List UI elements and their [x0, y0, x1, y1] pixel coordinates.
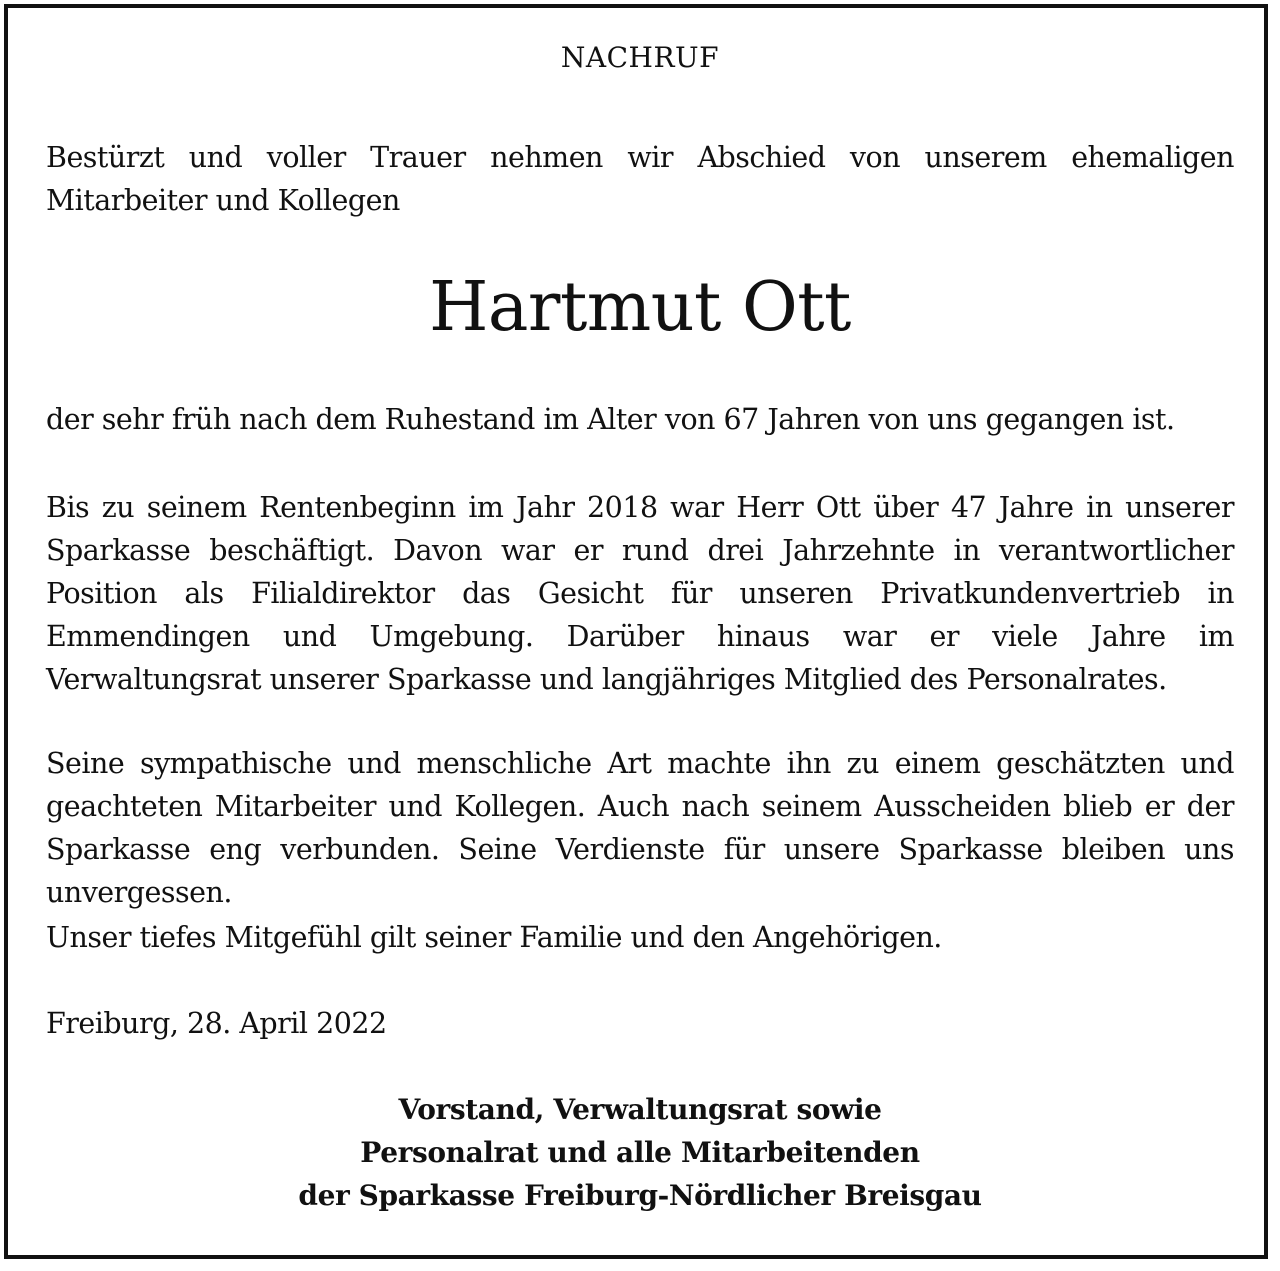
obituary-heading: NACHRUF	[560, 41, 720, 74]
career-paragraph: Bis zu seinem Rentenbeginn im Jahr 2018 war Herr Ott über 47 Jahre in unserer Sparkasse beschäftigt. Davon war er rund drei Jahrzehnte in verantwortlicher Position als Filialdirektor das Gesicht für unseren Privatkundenvertrieb in Emmendingen und Umgebung. Darüber hinaus war er viele Jahre im Verwaltungsrat unserer Sparkasse und langjähriges Mitglied des Personalrates.	[46, 491, 1234, 696]
subline-text: der sehr früh nach dem Ruhestand im Alter von 67 Jahren von uns gegangen ist.	[46, 403, 1175, 436]
deceased-name: Hartmut Ott	[429, 268, 851, 347]
place-date: Freiburg, 28. April 2022	[46, 1007, 387, 1040]
condolence-text: Unser tiefes Mitgefühl gilt seiner Familie und den Angehörigen.	[46, 921, 942, 954]
signature-line: Vorstand, Verwaltungsrat sowie	[398, 1093, 882, 1126]
signature-block	[0, 1088, 1280, 1217]
signature-line: der Sparkasse Freiburg-Nördlicher Breisgau	[298, 1179, 982, 1212]
signature-line: Personalrat und alle Mitarbeitenden	[360, 1136, 920, 1169]
intro-text: Bestürzt und voller Trauer nehmen wir Abschied von unserem ehemaligen Mitarbeiter und Kollegen	[46, 141, 1234, 217]
character-paragraph: Seine sympathische und menschliche Art machte ihn zu einem geschätzten und geachteten Mitarbeiter und Kollegen. Auch nach seinem Ausscheiden blieb er der Sparkasse eng verbunden. Seine Verdienste für unsere Sparkasse bleiben uns unvergessen.	[46, 747, 1234, 909]
